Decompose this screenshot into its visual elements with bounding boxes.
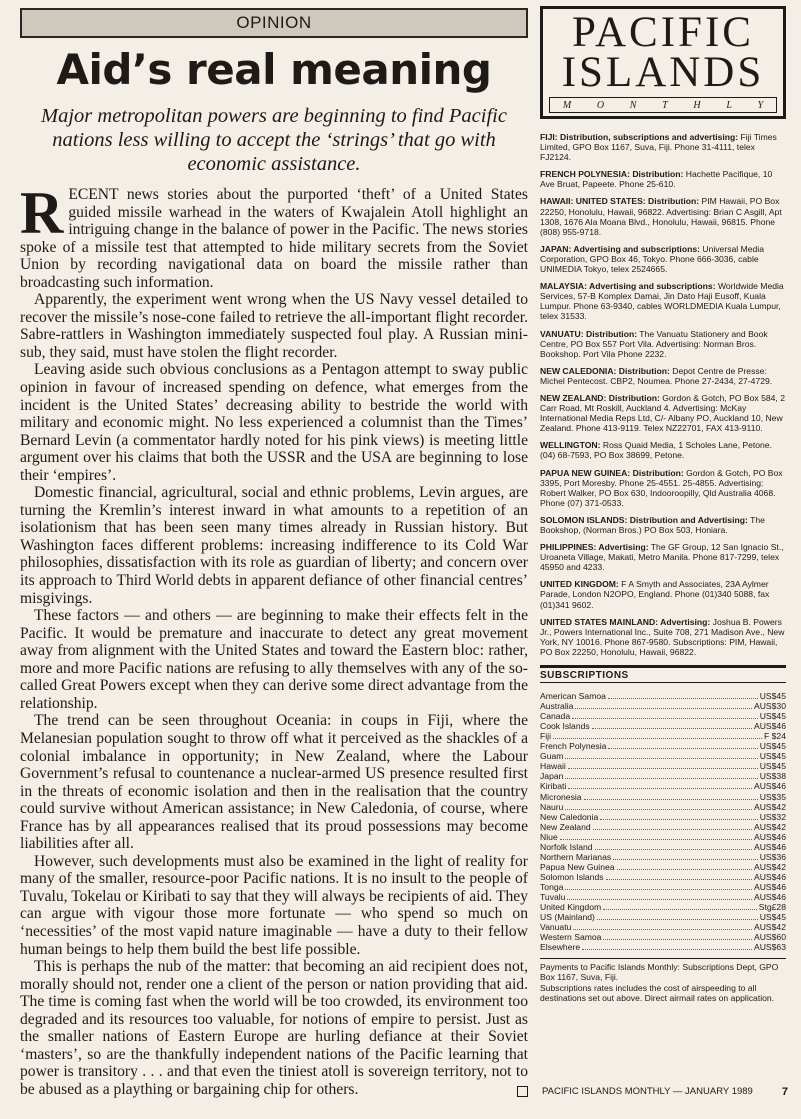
dot-leader	[584, 799, 758, 800]
rate-country: Australia	[540, 701, 574, 712]
rate-row	[540, 781, 786, 791]
rate-row	[540, 872, 786, 882]
rate-country: Norfolk Island	[540, 841, 593, 852]
monthly-letter: T	[662, 99, 668, 111]
rate-price: AUS$46	[753, 891, 786, 902]
dot-leader	[565, 778, 757, 779]
rate-row	[540, 912, 786, 922]
distribution-entry-text: F A Smyth and Associates, 23A Aylmer Parade, London N2OPO, England. Phone (01)340 5088, fax (01)341 9602.	[540, 579, 770, 610]
distribution-entry-heading: MALAYSIA: Advertising and subscriptions:	[540, 281, 716, 292]
article-paragraph	[20, 958, 528, 1098]
rate-country: Western Samoa	[540, 932, 602, 943]
rate-country: US (Mainland)	[540, 912, 595, 923]
rate-row	[540, 882, 786, 892]
dot-leader	[597, 919, 758, 920]
monthly-letter: M	[562, 99, 572, 111]
rate-country: Japan	[540, 771, 564, 782]
rate-price: Stg£28	[758, 902, 786, 913]
distribution-entry-heading: WELLINGTON:	[540, 440, 601, 451]
footer-publication: PACIFIC ISLANDS MONTHLY — JANUARY 1989	[542, 1086, 753, 1097]
distribution-entry-heading: SOLOMON ISLANDS: Distribution and Advertising:	[540, 514, 748, 525]
rate-price: US$45	[759, 711, 786, 722]
distribution-entry	[540, 542, 786, 572]
rate-row	[540, 842, 786, 852]
masthead-logo	[540, 6, 786, 119]
rate-row	[540, 852, 786, 862]
rate-price: AUS$46	[753, 781, 786, 792]
distribution-entry	[540, 132, 786, 162]
monthly-letter: O	[596, 99, 605, 111]
end-mark-icon	[517, 1086, 528, 1097]
rate-row	[540, 922, 786, 932]
rate-country: Elsewhere	[540, 942, 581, 953]
article-paragraph: The trend can be seen throughout Oceania: in coups in Fiji, where the Melanesian population sought to throw off what it perceived as the shackles of a colonial imbalance in opportunity; in New Zealand, where the Labour Government’s refusal to countenance a nuclear-armed US presence resulted first in the threats of economic isolation and then in the realisation that the country could survive without American assistance; in New Caledonia, of course, where France has by all appearances realised that its proud possessions may become liabilities after all.	[20, 712, 528, 853]
rate-row	[540, 731, 786, 741]
rate-country: New Caledonia	[540, 811, 599, 822]
section-label: OPINION	[20, 8, 528, 38]
rate-price: AUS$42	[753, 861, 786, 872]
distribution-entry	[540, 393, 786, 433]
distribution-entry-text: Gordon & Gotch, PO Box 3395, Port Moresby. Phone 25-4551. 25-4855. Advertising: Robert Walker, PO Box 630, Indooroopilly, Qld Australia 4068. Phone (07) 371-0533.	[540, 467, 783, 508]
dot-leader	[567, 899, 752, 900]
rate-country: Kiribati	[540, 781, 567, 792]
rate-country: Canada	[540, 711, 571, 722]
dot-leader	[565, 809, 752, 810]
distribution-entry	[540, 244, 786, 274]
rate-row	[540, 741, 786, 751]
rate-country: United Kingdom	[540, 902, 602, 913]
first-paragraph-text: ECENT news stories about the purported ‘theft’ of a United States guided missile warhead in the waters of Kwajalein Atoll highlight an intriguing change in the balance of power in the Pacific. The news stories spoke of a missile test that attempted to hide military secrets from the Soviet Union by recording navigational data on board the missile rather than broadcasting such information.	[20, 186, 528, 291]
rate-price: AUS$46	[753, 721, 786, 732]
rate-country: Micronesia	[540, 791, 582, 802]
article-headline: Aid’s real meaning	[56, 45, 492, 94]
rate-country: Guam	[540, 751, 564, 762]
rate-price: AUS$60	[753, 932, 786, 943]
rate-row	[540, 792, 786, 802]
article-paragraph	[20, 180, 528, 291]
rate-price: US$45	[759, 761, 786, 772]
subscriptions-note: Payments to Pacific Islands Monthly: Subscriptions Dept, GPO Box 1167, Suva, Fiji.	[540, 962, 779, 983]
distribution-entry-heading: PHILIPPINES: Advertising:	[540, 542, 649, 553]
dot-leader	[568, 788, 752, 789]
masthead-monthly	[549, 97, 777, 113]
rate-row	[540, 902, 786, 912]
monthly-letter: H	[693, 99, 701, 111]
rate-price: US$36	[759, 851, 786, 862]
rate-price: F $24	[764, 731, 786, 742]
rate-country: New Zealand	[540, 821, 591, 832]
distribution-entry-heading: FRENCH POLYNESIA: Distribution:	[540, 169, 684, 180]
dot-leader	[600, 819, 757, 820]
dot-leader	[592, 728, 752, 729]
rate-country: Solomon Islands	[540, 871, 604, 882]
rate-price: AUS$46	[753, 831, 786, 842]
dot-leader	[603, 909, 757, 910]
dot-leader	[593, 829, 752, 830]
dot-leader	[582, 949, 752, 950]
article-paragraph: Apparently, the experiment went wrong when the US Navy vessel detailed to recover the missile’s nose-cone failed to retrieve the all-important flight recorder. Sabre-rattlers in Washington immediately suspected foul play. A Russian mini-sub, they said, must have stolen the flight recorder.	[20, 291, 528, 361]
subscriptions-note: Subscriptions rates includes the cost of airspeeding to all destinations set out above. Direct airmail rates on application.	[540, 983, 775, 1004]
page-footer	[542, 1086, 788, 1098]
rate-price: US$45	[759, 912, 786, 923]
article-paragraph: However, such developments must also be examined in the light of reality for many of the smaller, resource-poor Pacific nations. It is no insult to the people of Tuvalu, Tokelau or Kiribati to say that they will always be recipients of aid. They can argue with vigour those more fortunate — who spend so much on ‘necessities’ of the most vapid nature imaginable — have a duty to their fellow human beings to help them build the best life possible.	[20, 852, 528, 958]
rate-row	[540, 932, 786, 942]
distribution-entry-text: Joshua B. Powers Jr., Powers International Inc., Suite 708, 271 Madison Ave., New York, NY 10016. Phone 867-9580. Subscriptions: PIM, Hawaii, PO Box 22250, Honolulu, Hawaii, 96822.	[540, 616, 785, 657]
distribution-entry	[540, 281, 786, 321]
rate-row	[540, 721, 786, 731]
distribution-entry-text: The GF Group, 12 San Ignacio St., Uroaneta Village, Makati, Metro Manila. Phone 817-7299, telex 45950 and 4233.	[540, 542, 784, 573]
rate-country: Vanuatu	[540, 922, 572, 933]
rate-row	[540, 822, 786, 832]
masthead-line-1: PACIFIC	[572, 9, 754, 56]
rate-price: US$38	[759, 771, 786, 782]
distribution-entry	[540, 329, 786, 359]
rate-row	[540, 751, 786, 761]
dot-leader	[573, 929, 752, 930]
distribution-entry-text: PIM Hawaii, PO Box 22250, Honolulu, Hawaii, 96822. Advertising: Brian C Asgill, Apt 1308, 1676 Ala Moana Blvd., Honolulu, Hawaii, 96815. Phone (808) 955-9718.	[540, 196, 782, 237]
rate-price: AUS$42	[753, 922, 786, 933]
rate-row	[540, 812, 786, 822]
distribution-entry-text: The Bookshop, (Norman Bros.) PO Box 503, Honiara.	[540, 514, 765, 535]
rate-price: US$45	[759, 691, 786, 702]
dot-leader	[613, 859, 758, 860]
monthly-letter: N	[629, 99, 637, 111]
article-paragraph: These factors — and others — are beginning to make their effects felt in the Pacific. It would be premature and inaccurate to detect any great movement away from alignment with the United States and toward the Eastern bloc: rather, more and more Pacific nations are refusing to ally themselves with any of the so-called Great Powers except when they can derive some direct advantage from the relationship.	[20, 607, 528, 712]
article-body	[20, 180, 528, 1098]
rate-row	[540, 892, 786, 902]
distribution-entry	[540, 169, 786, 189]
rate-country: Fiji	[540, 731, 551, 742]
monthly-letter: Y	[757, 99, 764, 111]
distribution-entry-text: The Vanuatu Stationery and Book Centre, PO Box 557 Port Vila. Advertising: Norman Bros. Bookshop. Port Vila Phone 2232.	[540, 328, 768, 359]
rate-price: AUS$42	[753, 801, 786, 812]
rate-price: US$45	[759, 741, 786, 752]
rate-country: Nauru	[540, 801, 564, 812]
distribution-entry	[540, 468, 786, 508]
distribution-entry-heading: UNITED STATES MAINLAND: Advertising:	[540, 616, 711, 627]
rate-row	[540, 711, 786, 721]
distribution-entry-heading: NEW ZEALAND: Distribution:	[540, 392, 660, 403]
subscriptions-title: SUBSCRIPTIONS	[540, 668, 786, 683]
subscriptions-rate-list	[540, 691, 786, 952]
dot-leader	[568, 768, 758, 769]
distribution-entry-heading: UNITED KINGDOM:	[540, 579, 619, 590]
rate-row	[540, 761, 786, 771]
dot-leader	[575, 708, 752, 709]
article-deck: Major metropolitan powers are beginning to find Pacific nations less willing to accept the ‘strings’ that go with economic assistance.	[41, 105, 507, 175]
dot-leader	[572, 718, 758, 719]
last-paragraph-text: This is perhaps the nub of the matter: that becoming an aid recipient does not, morally should not, render one a client of the person or nation providing that aid. The time is coming fast when the world will be too crowded, its environment too degraded and its resources too valuable, for notions of empire to persist. Just as the smaller nations of Eastern Europe are hurling defiance at their Soviet ‘masters’, so are the thankfully independent nations of the Pacific learning that power is transitory . . . and that even the tiniest atoll is sovereign territory, not to be abused as a plaything or bargaining chip for others.	[20, 958, 528, 1098]
rate-row	[540, 691, 786, 701]
distribution-entry-text: Ross Quaid Media, 1 Scholes Lane, Petone. (04) 68-7593, PO Box 38699, Petone.	[540, 440, 772, 461]
dot-leader	[565, 889, 752, 890]
rate-row	[540, 832, 786, 842]
dot-leader	[553, 738, 762, 739]
opinion-article	[20, 8, 528, 1098]
dot-leader	[608, 698, 758, 699]
rate-country: Tuvalu	[540, 891, 566, 902]
rate-country: Papua New Guinea	[540, 861, 615, 872]
distribution-entry-heading: FIJI: Distribution, subscriptions and advertising:	[540, 132, 739, 142]
rate-country: Cook Islands	[540, 721, 590, 732]
rate-price: AUS$30	[753, 701, 786, 712]
distribution-entry-text: Worldwide Media Services, 57-B Komplex Damai, Jin Dato Haji Eusoff, Kuala Lumpur. Phone 63-9340, cables WORLDMEDIA Kuala Lumpur, telex 31533.	[540, 281, 784, 322]
sidebar-column	[540, 6, 786, 1004]
rate-price: US$32	[759, 811, 786, 822]
rate-country: French Polynesia	[540, 741, 607, 752]
monthly-letter: L	[726, 99, 732, 111]
dot-leader	[603, 939, 752, 940]
distribution-entry	[540, 366, 786, 386]
dot-leader	[606, 879, 752, 880]
distribution-entry	[540, 617, 786, 657]
rate-country: Niue	[540, 831, 558, 842]
distribution-entry	[540, 579, 786, 609]
rate-price: AUS$46	[753, 881, 786, 892]
rate-row	[540, 862, 786, 872]
subscriptions-box	[540, 665, 786, 1003]
distribution-entry-heading: JAPAN: Advertising and subscriptions:	[540, 243, 700, 254]
dot-leader	[565, 758, 757, 759]
masthead-line-2: ISLANDS	[561, 49, 765, 96]
distribution-entry-text: Depot Centre de Presse: Michel Pentecost. CBP2, Noumea. Phone 27-2434, 27-4729.	[540, 365, 773, 386]
rate-price: US$35	[759, 791, 786, 802]
distribution-entry	[540, 440, 786, 460]
article-paragraph: Domestic financial, agricultural, social and ethnic problems, Levin argues, are turning the Kremlin’s interest inward in what amounts to a repetition of an isolationism that has been seen many times already in Russian history. But Washington faces different problems: increasing indifference to its Cold War philosophies, dissatisfaction with its role as guardian of liberty; and concern over its approach to Third World debts in apparent defiance of other financial centres’ misgivings.	[20, 484, 528, 607]
distribution-entry-heading: NEW CALEDONIA: Distribution:	[540, 365, 670, 376]
distribution-entry-heading: PAPUA NEW GUINEA: Distribution:	[540, 467, 684, 478]
dot-leader	[608, 748, 757, 749]
rate-country: Tonga	[540, 881, 564, 892]
distribution-entry-text: Fiji Times Limited, GPO Box 1167, Suva, Fiji. Phone 31-4111, telex FJ2124.	[540, 132, 777, 163]
dot-leader	[560, 839, 752, 840]
rate-price: AUS$63	[753, 942, 786, 953]
rate-country: Hawaii	[540, 761, 566, 772]
rate-country: Northern Marianas	[540, 851, 612, 862]
rate-price: AUS$42	[753, 821, 786, 832]
distribution-entry	[540, 515, 786, 535]
distribution-entry	[540, 196, 786, 236]
distribution-entry-text: Gordon & Gotch, PO Box 584, 2 Carr Road, Mt Roskill, Auckland 4. Advertising: McKay International Media Reps Ltd, C/- Albany PO, Auckland 10, New Zealand. Phone 413-9119. Telex NZ22701, FAX 413-9110.	[540, 392, 785, 434]
rate-row	[540, 942, 786, 952]
rate-country: American Samoa	[540, 691, 606, 702]
rate-price: US$45	[759, 751, 786, 762]
distribution-directory	[540, 132, 786, 657]
distribution-entry-text: Hachette Pacifique, 10 Ave Bruat, Papeete. Phone 25-610.	[540, 169, 773, 190]
dot-leader	[595, 849, 752, 850]
page-number: 7	[781, 1086, 788, 1098]
rate-price: AUS$46	[753, 871, 786, 882]
rate-row	[540, 771, 786, 781]
drop-cap: R	[20, 180, 64, 246]
rate-row	[540, 802, 786, 812]
distribution-entry-heading: VANUATU: Distribution:	[540, 328, 638, 339]
article-paragraph: Leaving aside such obvious conclusions as a Pentagon attempt to sway public opinion in favour of increased spending on defence, what emerges from the incident is the United States’ decreasing ability to bestride the world with military and economic might. No less experienced a columnist than the Times’ Bernard Levin (a commentator hardly noted for his pink views) is meeting little argument over his claims that both the USSR and the USA are beginning to lose their ‘empires’.	[20, 361, 528, 484]
subscriptions-notes	[540, 958, 786, 1003]
distribution-entry-heading: HAWAII: UNITED STATES: Distribution:	[540, 196, 700, 207]
rate-row	[540, 701, 786, 711]
rate-price: AUS$46	[753, 841, 786, 852]
dot-leader	[617, 869, 752, 870]
distribution-entry-text: Universal Media Corporation, GPO Box 46, Tokyo. Phone 666-3036, cable UNIMEDIA Tokyo, telex 2524665.	[540, 243, 764, 275]
